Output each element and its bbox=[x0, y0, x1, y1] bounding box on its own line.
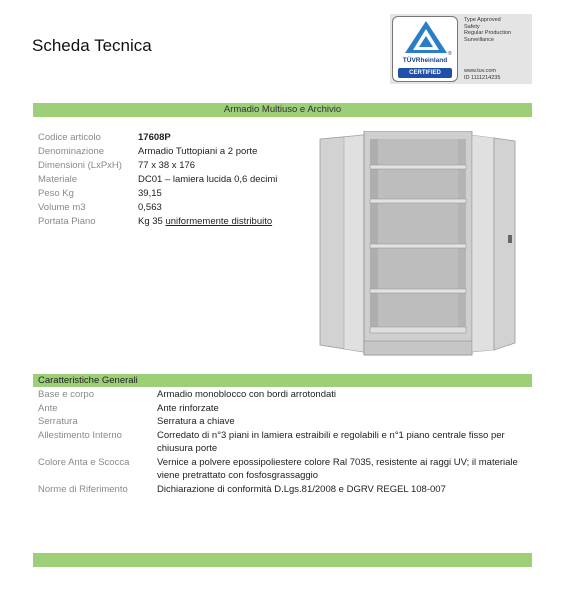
tuv-line: Safety bbox=[464, 23, 480, 30]
tuv-website: www.tuv.com bbox=[464, 68, 496, 74]
char-label: Ante bbox=[38, 402, 58, 414]
tuv-registered-mark: ® bbox=[448, 51, 452, 57]
spec-label: Codice articolo bbox=[38, 132, 101, 143]
char-value: Corredato di n°3 piani in lamiera estraibili e regolabili e n°1 piano centrale fisso per chiusura porte bbox=[157, 429, 505, 454]
char-label: Allestimento Interno bbox=[38, 429, 122, 441]
spec-row-weight bbox=[38, 187, 277, 201]
spec-value: 0,563 bbox=[138, 202, 162, 213]
char-value: Ante rinforzate bbox=[157, 402, 219, 414]
spec-label: Dimensioni (LxPxH) bbox=[38, 160, 122, 171]
tuv-approval-lines bbox=[464, 17, 511, 43]
char-row-standards bbox=[38, 483, 532, 497]
tuv-line: Regular Production bbox=[464, 30, 512, 36]
spec-row-code bbox=[38, 131, 277, 145]
spec-label: Materiale bbox=[38, 174, 78, 185]
char-row-body bbox=[38, 388, 532, 402]
char-value: Armadio monoblocco con bordi arrotondati bbox=[157, 389, 337, 400]
footer-bar bbox=[33, 553, 532, 567]
tuv-line: Type Approved bbox=[464, 17, 501, 23]
spec-value-main: Kg 35 bbox=[138, 216, 166, 227]
char-label: Serratura bbox=[38, 416, 78, 427]
char-row-color bbox=[38, 456, 532, 483]
spec-value: 39,15 bbox=[138, 188, 162, 199]
tuv-id: ID 1111214235 bbox=[464, 74, 501, 81]
spec-value: 17608P bbox=[138, 132, 171, 143]
characteristics-header: Caratteristiche Generali bbox=[33, 374, 532, 387]
char-label: Base e corpo bbox=[38, 389, 94, 400]
spec-label: Volume m3 bbox=[38, 202, 86, 213]
char-label: Colore Anta e Scocca bbox=[38, 456, 130, 468]
char-value: Serratura a chiave bbox=[157, 416, 235, 427]
tuv-line: Surveillance bbox=[464, 36, 494, 43]
char-row-interior bbox=[38, 429, 532, 456]
char-row-lock bbox=[38, 415, 532, 429]
tuv-brand: TÜVRheinland bbox=[402, 57, 448, 64]
spec-value-underlined: uniformemente distribuito bbox=[165, 216, 273, 227]
char-value: Dichiarazione di conformità D.Lgs.81/2008 e DGRV REGEL 108-007 bbox=[157, 483, 446, 495]
characteristics-table bbox=[38, 388, 532, 496]
spec-label: Denominazione bbox=[38, 146, 105, 157]
spec-value: DC01 – lamiera lucida 0,6 decimi bbox=[138, 174, 278, 185]
spec-row-volume bbox=[38, 201, 277, 215]
char-value: Vernice a polvere epossipoliestere colore Ral 7035, resistente ai raggi UV; il materiale viene pretrattato con fosfosgrassaggio bbox=[157, 456, 518, 481]
char-row-doors bbox=[38, 402, 532, 416]
tuv-footer bbox=[464, 68, 500, 81]
tuv-triangle-icon bbox=[393, 17, 458, 57]
tuv-certified-label: CERTIFIED bbox=[398, 68, 452, 78]
spec-value: 77 x 38 x 176 bbox=[138, 160, 196, 171]
spec-row-dimensions bbox=[38, 159, 277, 173]
spec-row-load bbox=[38, 215, 277, 229]
product-title-bar: Armadio Multiuso e Archivio bbox=[33, 103, 532, 117]
page-title: Scheda Tecnica bbox=[32, 36, 152, 55]
spec-row-name bbox=[38, 145, 277, 159]
spec-label: Portata Piano bbox=[38, 216, 96, 227]
tuv-certification-logo bbox=[390, 14, 532, 84]
spec-row-material bbox=[38, 173, 277, 187]
spec-value bbox=[138, 215, 272, 229]
cabinet-image bbox=[318, 131, 518, 356]
spec-table bbox=[38, 131, 277, 229]
spec-label: Peso Kg bbox=[38, 188, 74, 199]
char-label: Norme di Riferimento bbox=[38, 483, 128, 495]
tuv-badge bbox=[392, 16, 458, 82]
spec-value: Armadio Tuttopiani a 2 porte bbox=[138, 146, 258, 157]
